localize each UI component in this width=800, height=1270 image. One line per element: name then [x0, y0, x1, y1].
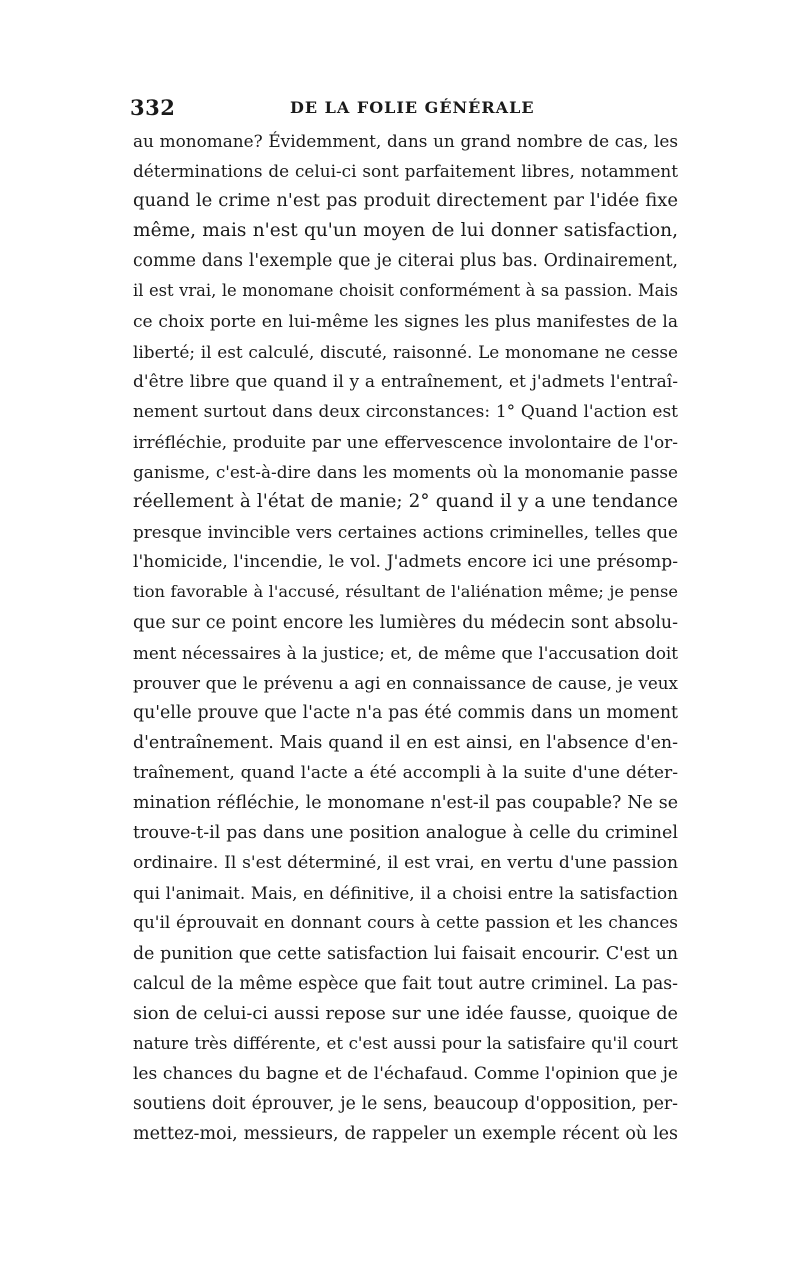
text-line: quand le crime n'est pas produit directement par l'idée fixe — [133, 190, 678, 212]
text-line: trouve-t-il pas dans une position analogue à celle du criminel — [133, 823, 678, 844]
text-line: qu'il éprouvait en donnant cours à cette passion et les chances — [133, 913, 678, 934]
text-line: nement surtout dans deux circonstances: 1° Quand l'action est — [133, 401, 678, 422]
text-line: comme dans l'exemple que je citerai plus bas. Ordinairement, — [133, 251, 678, 272]
text-line: qu'elle prouve que l'acte n'a pas été commis dans un moment — [133, 702, 678, 723]
text-line: l'homicide, l'incendie, le vol. J'admets encore ici une présomp- — [133, 552, 678, 573]
text-line: ce choix porte en lui-même les signes les plus manifestes de la — [133, 311, 678, 332]
page-number: 332 — [130, 95, 176, 120]
text-line: irréfléchie, produite par une effervescence involontaire de l'or- — [133, 431, 678, 452]
text-line: ordinaire. Il s'est déterminé, il est vrai, en vertu d'une passion — [133, 853, 678, 874]
text-line: prouver que le prévenu a agi en connaissance de cause, je veux — [133, 672, 678, 693]
text-line: d'être libre que quand il y a entraînement, et j'admets l'entraî- — [133, 371, 678, 392]
text-line: traînement, quand l'acte a été accompli à la suite d'une déter- — [133, 762, 678, 783]
text-line: déterminations de celui-ci sont parfaitement libres, notamment — [133, 161, 678, 182]
text-line: ment nécessaires à la justice; et, de même que l'accusation doit — [133, 642, 678, 663]
text-line: mettez-moi, messieurs, de rappeler un exemple récent où les — [133, 1124, 678, 1145]
text-line: soutiens doit éprouver, je le sens, beaucoup d'opposition, per- — [133, 1094, 678, 1114]
text-line: sion de celui-ci aussi repose sur une idée fausse, quoique de — [133, 1003, 678, 1024]
text-line: réellement à l'état de manie; 2° quand il y a une tendance — [133, 491, 678, 513]
text-line: au monomane? Évidemment, dans un grand nombre de cas, les — [133, 131, 678, 151]
text-line: qui l'animait. Mais, en définitive, il a choisi entre la satisfaction — [133, 883, 678, 904]
running-head — [130, 95, 675, 119]
text-line: liberté; il est calculé, discuté, raisonné. Le monomane ne cesse — [133, 341, 678, 362]
text-line: ganisme, c'est-à-dire dans les moments où la monomanie passe — [133, 462, 678, 483]
text-line: même, mais n'est qu'un moyen de lui donner satisfaction, — [133, 220, 678, 242]
text-line: tion favorable à l'accusé, résultant de l'aliénation même; je pense — [133, 582, 678, 602]
text-line: presque invincible vers certaines actions criminelles, telles que — [133, 522, 678, 543]
text-line: de punition que cette satisfaction lui faisait encourir. C'est un — [133, 943, 678, 964]
text-line: il est vrai, le monomane choisit conformément à sa passion. Mais — [133, 281, 678, 301]
text-line: calcul de la même espèce que fait tout autre criminel. La pas- — [133, 973, 678, 994]
text-line: d'entraînement. Mais quand il en est ainsi, en l'absence d'en- — [133, 732, 678, 753]
text-line: que sur ce point encore les lumières du médecin sont absolu- — [133, 612, 678, 633]
text-line: les chances du bagne et de l'échafaud. Comme l'opinion que je — [133, 1063, 678, 1084]
body-text — [133, 126, 678, 1149]
text-line: nature très différente, et c'est aussi pour la satisfaire qu'il court — [133, 1033, 678, 1053]
running-title: DE LA FOLIE GÉNÉRALE — [290, 98, 535, 117]
text-line: mination réfléchie, le monomane n'est-il pas coupable? Ne se — [133, 793, 678, 814]
